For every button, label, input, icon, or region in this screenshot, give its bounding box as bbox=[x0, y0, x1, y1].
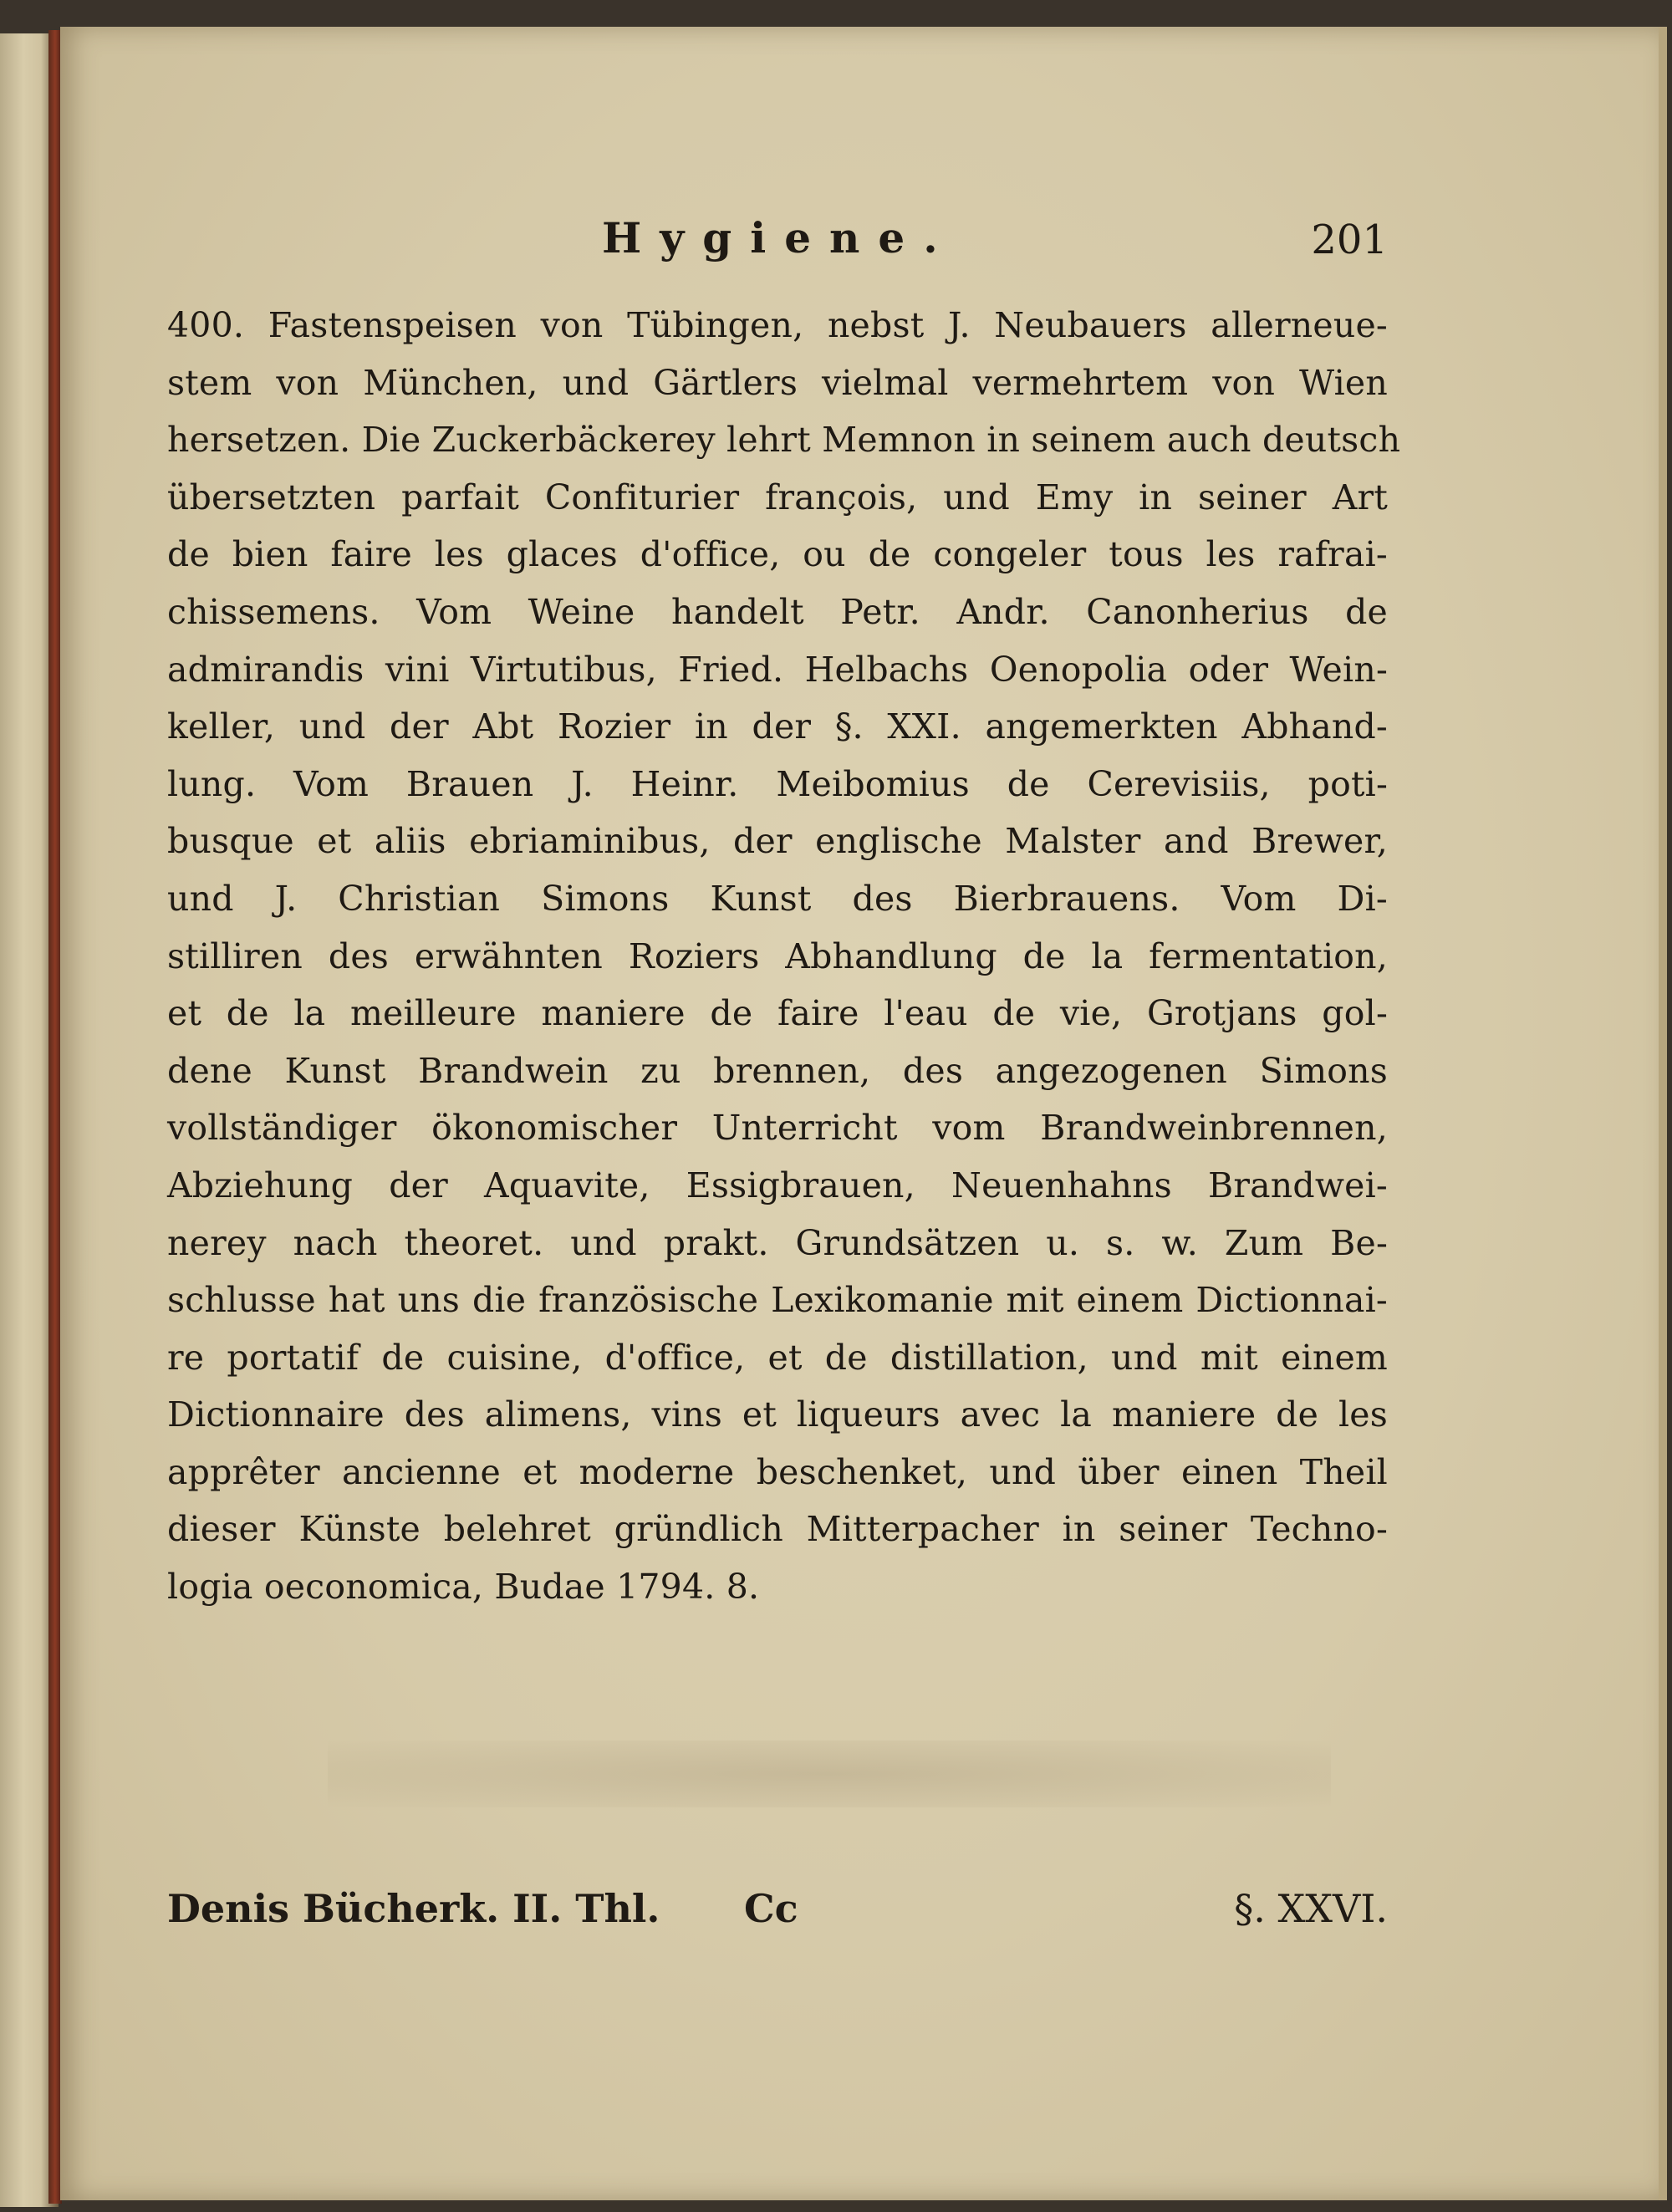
text-line: übersetzten parfait Confiturier françois, und Emy in seiner Art bbox=[167, 477, 1388, 517]
text-line: lung. Vom Brauen J. Heinr. Meibomius de Cerevisiis, poti- bbox=[167, 763, 1388, 804]
signature-title: Denis Bücherk. II. Thl. bbox=[167, 1886, 660, 1931]
running-head: Hygiene. bbox=[602, 213, 956, 262]
text-line: und J. Christian Simons Kunst des Bierbrauens. Vom Di- bbox=[167, 878, 1388, 919]
text-line: busque et aliis ebriaminibus, der englische Malster and Brewer, bbox=[167, 821, 1388, 862]
text-line: Dictionnaire des alimens, vins et liqueurs avec la maniere de les bbox=[167, 1394, 1388, 1435]
text-line: dieser Künste belehret gründlich Mitterpacher in seiner Techno- bbox=[167, 1509, 1388, 1550]
signature-mark: Cc bbox=[744, 1886, 798, 1931]
text-line: dene Kunst Brandwein zu brennen, des angezogenen Simons bbox=[167, 1050, 1388, 1091]
text-line: 400. Fastenspeisen von Tübingen, nebst J. Neubauers allerneue- bbox=[167, 305, 1388, 345]
text-line: admirandis vini Virtutibus, Fried. Helbachs Oenopolia oder Wein- bbox=[167, 649, 1388, 690]
catchword: §. XXVI. bbox=[1234, 1886, 1388, 1931]
page-header bbox=[167, 213, 1388, 288]
body-text bbox=[167, 297, 1401, 1616]
page-content bbox=[167, 213, 1401, 1616]
text-line: Abziehung der Aquavite, Essigbrauen, Neuenhahns Brandwei- bbox=[167, 1165, 1388, 1205]
text-line: schlusse hat uns die französische Lexikomanie mit einem Dictionnai- bbox=[167, 1280, 1388, 1321]
text-line: de bien faire les glaces d'office, ou de congeler tous les rafrai- bbox=[167, 534, 1388, 575]
text-line: vollständiger ökonomischer Unterricht vom Brandweinbrennen, bbox=[167, 1108, 1388, 1149]
text-line: stem von München, und Gärtlers vielmal vermehrtem von Wien bbox=[167, 362, 1388, 403]
text-line: chissemens. Vom Weine handelt Petr. Andr. Canonherius de bbox=[167, 591, 1388, 632]
page-number: 201 bbox=[1311, 217, 1388, 263]
text-line: hersetzen. Die Zuckerbäckerey lehrt Memnon in seinem auch deutsch bbox=[167, 420, 1401, 461]
text-line: keller, und der Abt Rozier in der §. XXI. angemerkten Abhand- bbox=[167, 706, 1388, 747]
text-line: re portatif de cuisine, d'office, et de distillation, und mit einem bbox=[167, 1337, 1388, 1378]
text-line: nerey nach theoret. und prakt. Grundsätzen u. s. w. Zum Be- bbox=[167, 1222, 1388, 1263]
text-line: et de la meilleure maniere de faire l'eau de vie, Grotjans gol- bbox=[167, 993, 1388, 1034]
text-line: stilliren des erwähnten Roziers Abhandlung de la fermentation, bbox=[167, 935, 1388, 976]
page-smudge bbox=[328, 1741, 1331, 1807]
text-line: apprêter ancienne et moderne beschenket, und über einen Theil bbox=[167, 1451, 1388, 1492]
page-footer bbox=[167, 1886, 1388, 1944]
text-line: logia oeconomica, Budae 1794. 8. bbox=[167, 1567, 760, 1608]
